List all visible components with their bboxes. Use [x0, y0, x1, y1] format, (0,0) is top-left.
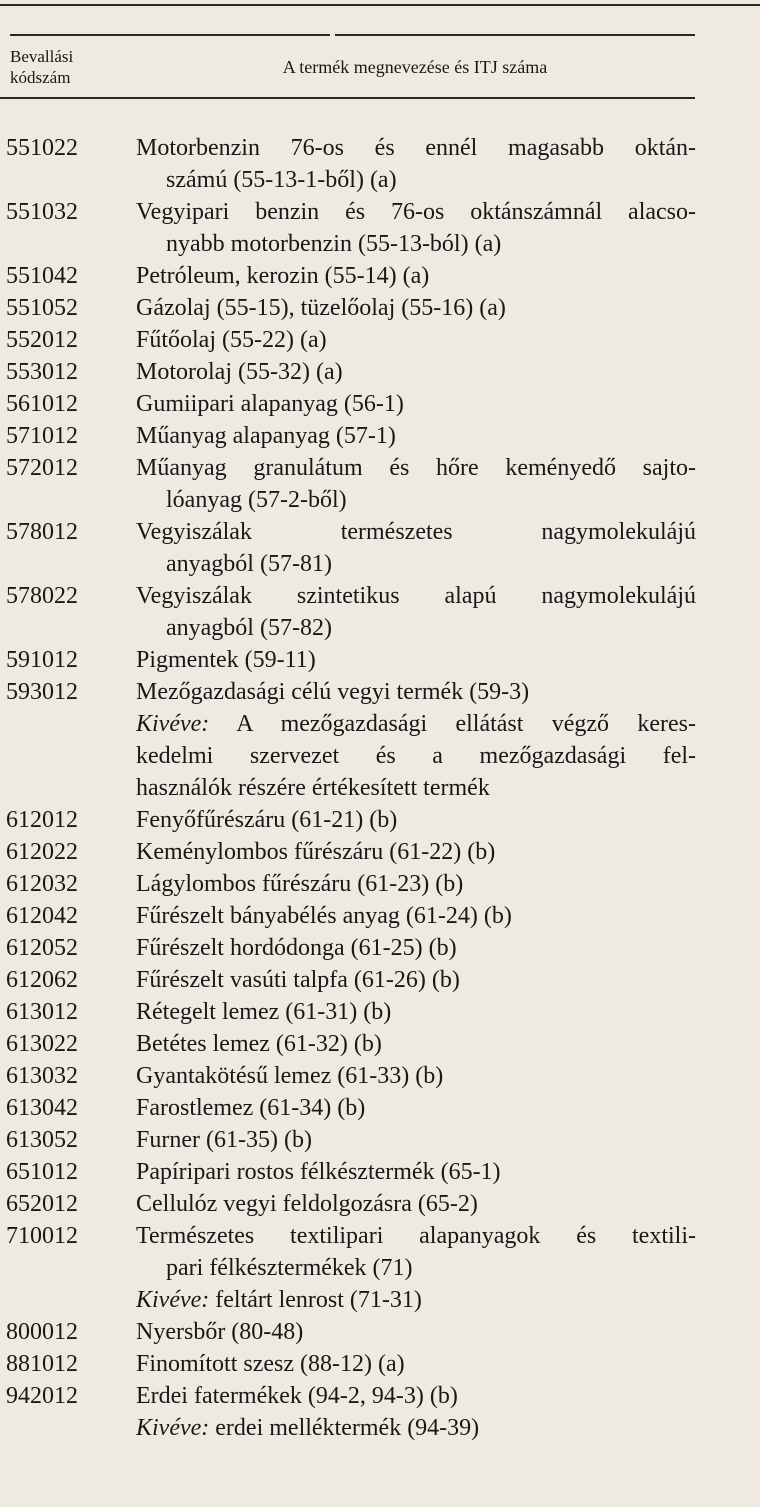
table-row [0, 1316, 760, 1348]
product-name-line: Természetes textilipari alapanyagok és textili- [136, 1223, 696, 1249]
product-name-line: Motorolaj (55-32) (a) [136, 359, 343, 385]
product-name [136, 676, 696, 708]
product-name [136, 260, 696, 292]
product-name-line: nyabb motorbenzin (55-13-ból) (a) [166, 231, 502, 257]
product-name [136, 1060, 696, 1092]
exception-label: Kivéve: [136, 1415, 210, 1441]
product-name [136, 1028, 696, 1060]
table-row [0, 420, 760, 452]
product-code: 612052 [6, 935, 78, 961]
product-name [136, 1412, 696, 1444]
exception-row [0, 708, 760, 804]
product-code: 612022 [6, 839, 78, 865]
product-name-line: Furner (61-35) (b) [136, 1127, 312, 1153]
product-name-line: anyagból (57-81) [166, 551, 332, 577]
product-name-line: Keménylombos fűrészáru (61-22) (b) [136, 839, 496, 865]
table-row [0, 452, 760, 516]
product-name [136, 580, 696, 644]
header-rule-left [10, 34, 330, 36]
exception-row [0, 1412, 760, 1444]
table-row [0, 388, 760, 420]
table-row [0, 260, 760, 292]
product-name-line: Motorbenzin 76-os és ennél magasabb oktán- [136, 135, 696, 161]
product-code: 553012 [6, 359, 78, 385]
exception-label: Kivéve: [136, 1287, 210, 1313]
product-name-line: Petróleum, kerozin (55-14) (a) [136, 263, 430, 289]
product-code: 551042 [6, 263, 78, 289]
table-row [0, 324, 760, 356]
product-name-line: Pigmentek (59-11) [136, 647, 316, 673]
product-code: 652012 [6, 1191, 78, 1217]
product-name [136, 356, 696, 388]
product-name [136, 1348, 696, 1380]
product-name-line: Nyersbőr (80-48) [136, 1319, 304, 1345]
product-code: 551022 [6, 135, 78, 161]
product-name [136, 1188, 696, 1220]
table-row [0, 644, 760, 676]
product-code: 612012 [6, 807, 78, 833]
product-code: 612062 [6, 967, 78, 993]
table-row [0, 516, 760, 580]
product-name [136, 1284, 696, 1316]
table-row [0, 196, 760, 260]
product-name-line: Gyantakötésű lemez (61-33) (b) [136, 1063, 444, 1089]
product-code [0, 1284, 106, 1316]
exception-row [0, 1284, 760, 1316]
table-row [0, 1092, 760, 1124]
header-rule-right [335, 34, 695, 36]
product-code: 593012 [6, 679, 78, 705]
product-name-line: Műanyag alapanyag (57-1) [136, 423, 396, 449]
product-name [136, 644, 696, 676]
product-name-line: Rétegelt lemez (61-31) (b) [136, 999, 392, 1025]
product-name [136, 196, 696, 260]
product-code: 551052 [6, 295, 78, 321]
table-row [0, 1220, 760, 1284]
product-table [0, 132, 760, 1444]
product-code: 578012 [6, 519, 78, 545]
table-row [0, 932, 760, 964]
product-name-line [136, 708, 696, 740]
product-name-line: pari félkésztermékek (71) [166, 1255, 413, 1281]
product-name-line: Finomított szesz (88-12) (a) [136, 1351, 405, 1377]
product-code [0, 1412, 106, 1444]
product-name-line: Farostlemez (61-34) (b) [136, 1095, 366, 1121]
product-name-line [136, 1412, 696, 1444]
product-name [136, 900, 696, 932]
product-code: 800012 [6, 1319, 78, 1345]
product-code: 651012 [6, 1159, 78, 1185]
table-row [0, 868, 760, 900]
product-name [136, 932, 696, 964]
product-code: 613012 [6, 999, 78, 1025]
product-code: 881012 [6, 1351, 78, 1377]
name-column-header: A termék megnevezése és ITJ száma [282, 57, 548, 77]
table-row [0, 1348, 760, 1380]
table-row [0, 804, 760, 836]
product-name-line: használók részére értékesített termék [136, 775, 490, 801]
product-name-line: Vegyipari benzin és 76-os oktánszámnál alacso- [136, 199, 696, 225]
product-name [136, 964, 696, 996]
table-row [0, 1060, 760, 1092]
product-name [136, 1316, 696, 1348]
product-code: 591012 [6, 647, 78, 673]
product-name [136, 388, 696, 420]
product-name [136, 1380, 696, 1412]
product-name-line: Gumiipari alapanyag (56-1) [136, 391, 404, 417]
product-code: 613032 [6, 1063, 78, 1089]
product-name [136, 708, 696, 804]
product-name-line: Betétes lemez (61-32) (b) [136, 1031, 382, 1057]
product-name-line: Gázolaj (55-15), tüzelőolaj (55-16) (a) [136, 295, 506, 321]
product-code: 613052 [6, 1127, 78, 1153]
product-name [136, 868, 696, 900]
product-name-line: kedelmi szervezet és a mezőgazdasági fel- [136, 743, 696, 769]
table-row [0, 1028, 760, 1060]
product-code: 612042 [6, 903, 78, 929]
exception-text: erdei melléktermék (94-39) [209, 1415, 480, 1441]
product-name [136, 452, 696, 516]
product-name-line: Cellulóz vegyi feldolgozásra (65-2) [136, 1191, 478, 1217]
product-name-line: anyagból (57-82) [166, 615, 332, 641]
product-code: 578022 [6, 583, 78, 609]
product-code: 710012 [6, 1223, 78, 1249]
product-name-line: Papíripari rostos félkésztermék (65-1) [136, 1159, 501, 1185]
table-row [0, 1156, 760, 1188]
exception-text: feltárt lenrost (71-31) [209, 1287, 422, 1313]
product-name [136, 1092, 696, 1124]
product-name-line: Fűtőolaj (55-22) (a) [136, 327, 327, 353]
product-name-line: Fűrészelt vasúti talpfa (61-26) (b) [136, 967, 460, 993]
product-name-line: Erdei fatermékek (94-2, 94-3) (b) [136, 1383, 458, 1409]
table-row [0, 900, 760, 932]
table-row [0, 580, 760, 644]
product-name [136, 996, 696, 1028]
product-name-line: Fenyőfűrészáru (61-21) (b) [136, 807, 398, 833]
code-header-line1: Bevallási [10, 47, 74, 66]
header-rule-bottom [0, 97, 695, 99]
product-name-line: Fűrészelt bányabélés anyag (61-24) (b) [136, 903, 512, 929]
table-row [0, 836, 760, 868]
product-code: 942012 [6, 1383, 78, 1409]
product-name [136, 132, 696, 196]
product-name [136, 804, 696, 836]
exception-text: A mezőgazdasági ellátást végző keres- [209, 711, 696, 737]
product-name [136, 292, 696, 324]
code-header-line2: kódszám [10, 68, 71, 87]
product-name-line: Műanyag granulátum és hőre keményedő sajto- [136, 455, 696, 481]
table-row [0, 1124, 760, 1156]
product-code: 571012 [6, 423, 78, 449]
product-name-line: számú (55-13-1-ből) (a) [166, 167, 397, 193]
product-name-line [136, 1284, 696, 1316]
product-code: 552012 [6, 327, 78, 353]
product-name-line: Vegyiszálak szintetikus alapú nagymolekulájú [136, 583, 696, 609]
code-column-header [10, 46, 120, 88]
exception-label: Kivéve: [136, 711, 210, 737]
product-name [136, 1156, 696, 1188]
product-code: 561012 [6, 391, 78, 417]
product-name-line: Fűrészelt hordódonga (61-25) (b) [136, 935, 457, 961]
product-name-line: Lágylombos fűrészáru (61-23) (b) [136, 871, 464, 897]
product-name-line: Vegyiszálak természetes nagymolekulájú [136, 519, 696, 545]
product-code: 613042 [6, 1095, 78, 1121]
table-row [0, 676, 760, 708]
product-name [136, 1124, 696, 1156]
top-rule [0, 4, 760, 6]
table-row [0, 996, 760, 1028]
product-code: 613022 [6, 1031, 78, 1057]
table-row [0, 356, 760, 388]
product-name [136, 836, 696, 868]
product-name [136, 516, 696, 580]
product-code: 572012 [6, 455, 78, 481]
table-row [0, 1188, 760, 1220]
product-code: 612032 [6, 871, 78, 897]
table-row [0, 1380, 760, 1412]
product-code: 551032 [6, 199, 78, 225]
product-code [0, 708, 106, 804]
table-row [0, 292, 760, 324]
product-name [136, 420, 696, 452]
product-name-line: Mezőgazdasági célú vegyi termék (59-3) [136, 679, 530, 705]
table-row [0, 964, 760, 996]
table-row [0, 132, 760, 196]
product-name-line: lóanyag (57-2-ből) [166, 487, 347, 513]
product-name [136, 1220, 696, 1284]
product-name [136, 324, 696, 356]
